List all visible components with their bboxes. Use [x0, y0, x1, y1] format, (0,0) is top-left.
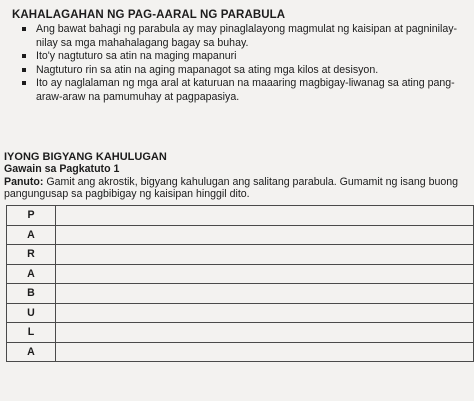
acrostic-row — [7, 284, 474, 304]
acrostic-answer-cell[interactable] — [56, 264, 474, 284]
acrostic-row — [7, 225, 474, 245]
bullet-text: Ito'y nagtuturo sa atin na maging mapanuri — [36, 50, 237, 63]
square-bullet-icon — [22, 68, 26, 72]
acrostic-letter: R — [7, 245, 56, 265]
acrostic-row — [7, 303, 474, 323]
instructions-paragraph — [4, 176, 470, 201]
bullet-text: Ang bawat bahagi ng parabula ay may pinaglalayong magmulat ng kaisipan at pagninilay-nilay sa mga mahahalagang bagay sa buhay. — [36, 23, 458, 49]
acrostic-answer-cell[interactable] — [56, 323, 474, 343]
acrostic-letter: B — [7, 284, 56, 304]
activity-title: Gawain sa Pagkatuto 1 — [4, 163, 120, 175]
square-bullet-icon — [22, 27, 26, 31]
acrostic-letter: A — [7, 342, 56, 362]
acrostic-answer-cell[interactable] — [56, 245, 474, 265]
acrostic-letter: L — [7, 323, 56, 343]
acrostic-row — [7, 323, 474, 343]
acrostic-row — [7, 206, 474, 226]
acrostic-letter: U — [7, 303, 56, 323]
acrostic-table — [6, 205, 474, 362]
instructions-label: Panuto: — [4, 176, 44, 188]
acrostic-letter: A — [7, 225, 56, 245]
bullet-item — [22, 50, 462, 64]
square-bullet-icon — [22, 54, 26, 58]
square-bullet-icon — [22, 81, 26, 85]
acrostic-letter: A — [7, 264, 56, 284]
acrostic-letter: P — [7, 206, 56, 226]
bullet-item — [22, 64, 462, 78]
instructions-text: Gamit ang akrostik, bigyang kahulugan ang salitang parabula. Gumamit ng isang buong pangungusap sa pagbibigay ng kaisipan hinggil dito. — [4, 176, 459, 201]
acrostic-answer-cell[interactable] — [56, 225, 474, 245]
acrostic-answer-cell[interactable] — [56, 342, 474, 362]
bullet-item — [22, 77, 462, 104]
acrostic-answer-cell[interactable] — [56, 284, 474, 304]
bullet-item — [22, 23, 462, 50]
importance-bullet-list — [22, 23, 462, 105]
acrostic-row — [7, 342, 474, 362]
acrostic-row — [7, 264, 474, 284]
acrostic-answer-cell[interactable] — [56, 303, 474, 323]
acrostic-answer-cell[interactable] — [56, 206, 474, 226]
section-title-kahalagahan: KAHALAGAHAN NG PAG-AARAL NG PARABULA — [12, 9, 286, 21]
bullet-text: Ito ay naglalaman ng mga aral at katuruan na maaaring magbigay-liwanag sa ating pang-araw-araw na pamumuhay at pagpapasiya. — [36, 77, 455, 103]
section-title-kahulugan: IYONG BIGYANG KAHULUGAN — [4, 151, 167, 163]
bullet-text: Nagtuturo rin sa atin na aging mapanagot sa ating mga kilos at desisyon. — [36, 63, 379, 76]
acrostic-row — [7, 245, 474, 265]
